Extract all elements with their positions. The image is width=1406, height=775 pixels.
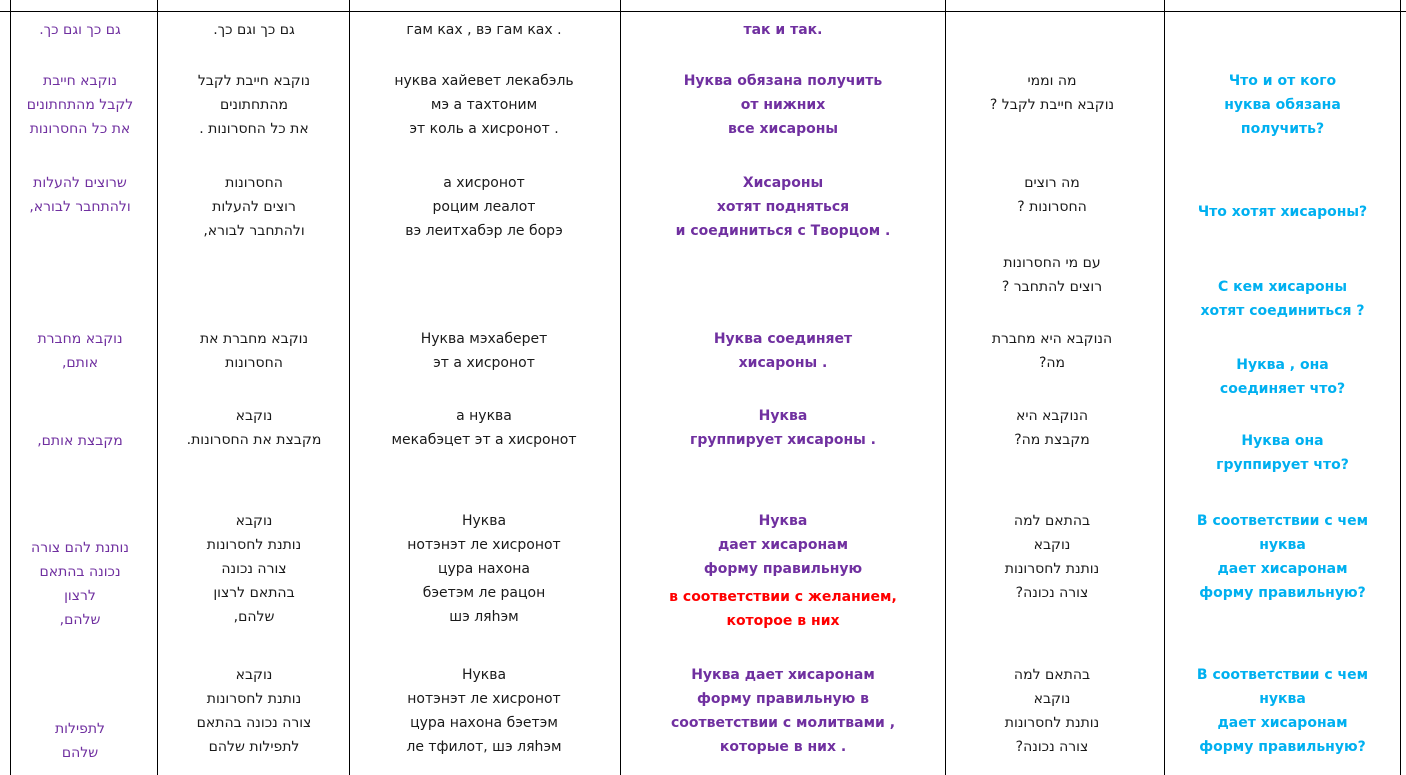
hebrew-phrase-cell: נוקבא חייבת לקבל מהתחתונים . את כל החסרונות	[197, 73, 311, 137]
hebrew-source-cell: לתפילות שלהם	[54, 721, 105, 761]
transliteration-cell: Нуква нотэнэт ле хисронот цура нахона бэетэм ле тфилот, шэ ляhэм	[406, 667, 562, 755]
hebrew-source-cell: נוקבא חייבת לקבל מהתחתונים את כל החסרונות	[26, 73, 134, 137]
transliteration-cell: а хисронот роцим леалот вэ леитхабэр ле борэ	[405, 175, 563, 239]
column-divider	[1164, 0, 1165, 775]
hebrew-source-cell: נוקבא מחברת ,אותם	[37, 331, 123, 371]
hebrew-phrase-cell: נוקבא נותנת לחסרונות צורה נכונה בהתאם לתפילות שלהם	[196, 667, 312, 755]
russian-question-cell: С кем хисароны хотят соединиться ?	[1200, 279, 1365, 319]
hebrew-source-cell: שרוצים להעלות ,ולהתחבר לבורא	[29, 175, 131, 215]
column-divider	[157, 0, 158, 775]
transliteration-cell: нуква хайевет лекабэль мэ а тахтоним эт коль а хисронот .	[394, 73, 574, 137]
hebrew-source-cell: .גם כך וגם כך	[39, 22, 121, 38]
russian-question-cell: Нуква , она соединяет что?	[1219, 357, 1346, 397]
column-divider	[1400, 0, 1401, 775]
hebrew-source-cell: ,מקבצת אותם	[37, 433, 123, 449]
russian-translation-highlight: в соответствии с желанием, которое в них	[669, 589, 897, 629]
russian-translation-cell: Нуква дает хисаронам форму правильную	[703, 513, 863, 577]
hebrew-question-cell: הנוקבא היא מחברת ?מה	[991, 331, 1113, 371]
hebrew-question-cell: הנוקבא היא ?מקבצת מה	[1014, 408, 1090, 448]
russian-question-cell: Что хотят хисароны?	[1197, 204, 1368, 220]
transliteration-cell: гам ках , вэ гам ках .	[406, 22, 562, 38]
hebrew-phrase-cell: נוקבא .מקבצת את החסרונות	[186, 408, 322, 448]
transliteration-cell: Нуква нотэнэт ле хисронот цура нахона бэетэм ле рацон шэ ляhэм	[407, 513, 561, 625]
column-divider	[945, 0, 946, 775]
russian-translation-cell: Нуква обязана получить от нижних все хисароны	[683, 73, 883, 137]
transliteration-cell: Нуква мэхаберет эт а хисронот	[420, 331, 548, 371]
hebrew-question-cell: עם מי החסרונות ? רוצים להתחבר	[1001, 255, 1103, 295]
column-divider	[349, 0, 350, 775]
hebrew-question-cell: מה רוצים ? החסרונות	[1017, 175, 1087, 215]
hebrew-question-cell: מה וממי ? נוקבא חייבת לקבל	[989, 73, 1115, 113]
transliteration-cell: а нуква мекабэцет эт а хисронот	[391, 408, 577, 448]
russian-translation-cell: Нуква соединяет хисароны .	[713, 331, 853, 371]
russian-question-cell: Что и от кого нуква обязана получить?	[1224, 73, 1341, 137]
table-top-border	[0, 11, 1406, 12]
russian-translation-cell: Нуква дает хисаронам форму правильную в соответствии с молитвами , которые в них .	[670, 667, 896, 755]
russian-translation-cell: Нуква группирует хисароны .	[690, 408, 876, 448]
column-divider	[620, 0, 621, 775]
russian-question-cell: В соответствии с чем нуква дает хисаронам форму правильную?	[1196, 513, 1369, 601]
hebrew-phrase-cell: נוקבא מחברת את החסרונות	[199, 331, 309, 371]
hebrew-phrase-cell: נוקבא נותנת לחסרונות צורה נכונה בהתאם לרצון ,שלהם	[206, 513, 302, 625]
hebrew-phrase-cell: החסרונות רוצים להעלות ,ולהתחבר לבורא	[203, 175, 305, 239]
hebrew-phrase-cell: .גם כך וגם כך	[213, 22, 295, 38]
hebrew-question-cell: בהתאם למה נוקבא נותנת לחסרונות ?צורה נכונה	[1004, 513, 1100, 601]
hebrew-source-cell: נותנת להם צורה נכונה בהתאם לרצון ,שלהם	[31, 540, 129, 628]
russian-question-cell: Нуква она группирует что?	[1216, 433, 1349, 473]
russian-translation-cell: Хисароны хотят подняться и соединиться с Творцом .	[675, 175, 891, 239]
russian-translation-cell: так и так.	[743, 22, 823, 38]
hebrew-question-cell: בהתאם למה נוקבא נותנת לחסרונות ?צורה נכונה	[1004, 667, 1100, 755]
russian-question-cell: В соответствии с чем нуква дает хисаронам форму правильную?	[1196, 667, 1369, 755]
